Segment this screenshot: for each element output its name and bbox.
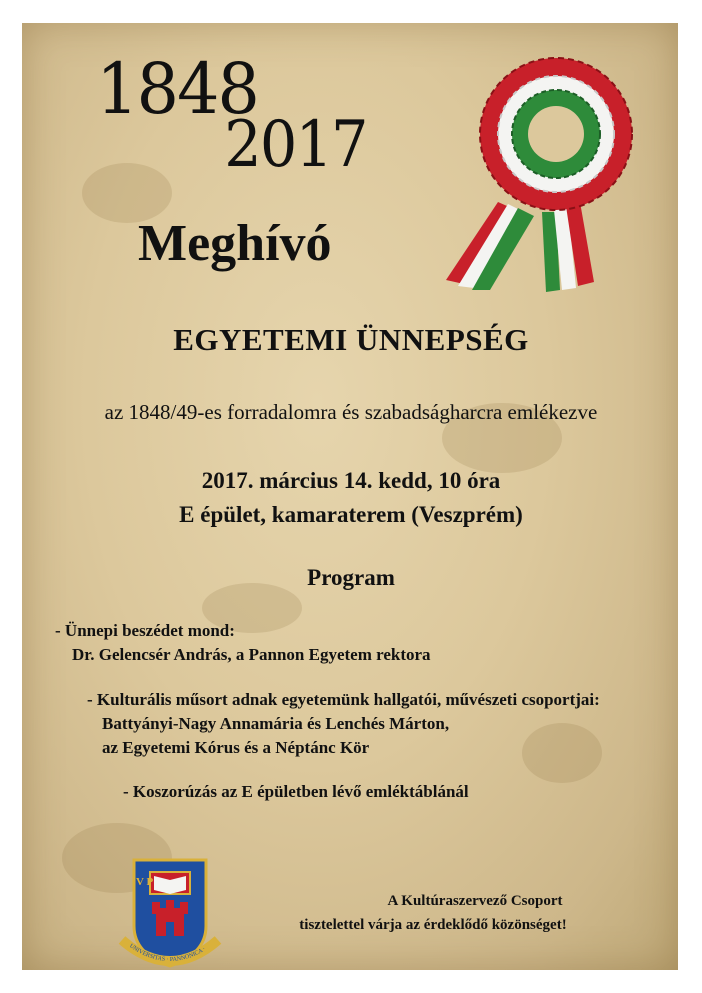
event-venue: E épület, kamaraterem (Veszprém) xyxy=(179,502,523,527)
paper-texture-spot xyxy=(522,723,602,783)
event-date: 2017. március 14. kedd, 10 óra xyxy=(201,468,501,493)
organizer-greeting: tisztelettel várja az érdeklődő közönséget! xyxy=(299,917,567,933)
hungarian-cockade-icon xyxy=(438,52,648,302)
program-item-speech: - Ünnepi beszédet mond: xyxy=(55,621,235,640)
event-subtitle: az 1848/49-es forradalomra és szabadságharcra emlékezve xyxy=(104,400,598,424)
program-item-culture: - Kulturális műsort adnak egyetemünk hallgatói, művészeti csoportjai: xyxy=(87,690,600,709)
year-2017: 2017 xyxy=(224,108,367,182)
organizer-name: A Kultúraszervező Csoport xyxy=(387,893,563,909)
event-heading: EGYETEMI ÜNNEPSÉG xyxy=(173,322,529,357)
cockade-ribbons xyxy=(446,202,594,292)
program-item-performers: Battyányi-Nagy Annamária és Lenchés Márton, xyxy=(102,714,450,733)
program-item-groups: az Egyetemi Kórus és a Néptánc Kör xyxy=(102,738,370,757)
university-crest-icon xyxy=(114,856,226,974)
program-label: Program xyxy=(307,565,395,590)
crest-initials: V P xyxy=(136,876,154,888)
crest-motto: UNIVERSITAS · PANNONICA · xyxy=(128,943,207,964)
program-item-wreath: - Koszorúzás az E épületben lévő emléktáblánál xyxy=(123,782,469,801)
year-1848: 1848 xyxy=(96,48,258,130)
invitation-title: Meghívó xyxy=(138,215,332,272)
program-item-speaker: Dr. Gelencsér András, a Pannon Egyetem rektora xyxy=(72,645,431,664)
